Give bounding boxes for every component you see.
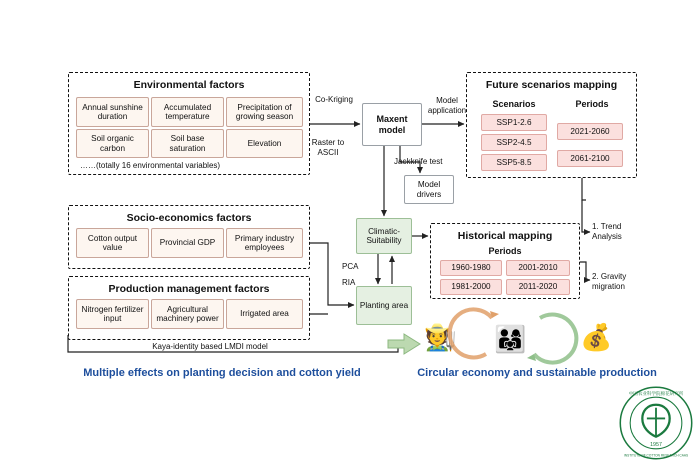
env-cell-precipitation[interactable]: Precipitation of growing season bbox=[226, 97, 303, 127]
caption-left: Multiple effects on planting decision and cotton yield bbox=[83, 367, 361, 379]
socio-cell-provincial-gdp[interactable]: Provincial GDP bbox=[151, 228, 224, 258]
label-raster-to-ascii: Raster to ASCII bbox=[311, 138, 345, 157]
socio-cell-cotton-output-value[interactable]: Cotton output value bbox=[76, 228, 149, 258]
label-gravity-migration: 2. Gravity migration bbox=[592, 272, 627, 291]
label-model-application: Model application bbox=[427, 96, 467, 115]
historical-period-2001-2010[interactable]: 2001-2010 bbox=[506, 260, 570, 276]
env-cell-accumulated-temperature[interactable]: Accumulated temperature bbox=[151, 97, 224, 127]
node-climatic-suitability[interactable]: Climatic-Suitability bbox=[356, 218, 412, 254]
label-kaya-identity-lmdi: Kaya-identity based LMDI model bbox=[152, 342, 268, 351]
historical-period-1981-2000[interactable]: 1981-2000 bbox=[440, 279, 502, 295]
future-col-header-periods: Periods bbox=[575, 99, 609, 109]
future-scenario-ssp1[interactable]: SSP1-2.6 bbox=[481, 114, 547, 131]
node-model-drivers[interactable]: Model drivers bbox=[404, 175, 454, 204]
farmer-icon: 🧑‍🌾 bbox=[424, 322, 457, 352]
group-environmental-title: Environmental factors bbox=[133, 79, 245, 91]
label-co-kriging: Co-Kriging bbox=[315, 95, 353, 104]
node-maxent-model[interactable]: Maxent model bbox=[362, 103, 422, 146]
future-period-2021-2060[interactable]: 2021-2060 bbox=[557, 123, 623, 140]
future-scenario-ssp2[interactable]: SSP2-4.5 bbox=[481, 134, 547, 151]
node-planting-area[interactable]: Planting area bbox=[356, 286, 412, 325]
future-scenario-ssp5[interactable]: SSP5-8.5 bbox=[481, 154, 547, 171]
group-future-title: Future scenarios mapping bbox=[485, 79, 618, 91]
group-production-title: Production management factors bbox=[108, 283, 270, 295]
group-historical-title: Historical mapping bbox=[457, 230, 553, 242]
historical-period-1960-1980[interactable]: 1960-1980 bbox=[440, 260, 502, 276]
env-cell-soil-organic-carbon[interactable]: Soil organic carbon bbox=[76, 129, 149, 158]
logo-ring-text-en: INSTITUTE OF COTTON RESEARCH CAAS bbox=[623, 453, 689, 458]
socio-cell-primary-industry-employees[interactable]: Primary industry employees bbox=[226, 228, 303, 258]
env-cell-soil-base-saturation[interactable]: Soil base saturation bbox=[151, 129, 224, 158]
future-col-header-scenarios: Scenarios bbox=[492, 99, 536, 109]
logo-year: 1957 bbox=[650, 441, 662, 448]
env-cell-annual-sunshine[interactable]: Annual sunshine duration bbox=[76, 97, 149, 127]
historical-col-header-periods: Periods bbox=[488, 246, 522, 256]
money-bag-icon: 💰 bbox=[580, 322, 613, 352]
label-jackknife-test: Jackknife test bbox=[394, 157, 443, 166]
env-footnote: ……(totally 16 environmental variables) bbox=[80, 161, 221, 170]
prod-cell-agricultural-machinery-power[interactable]: Agricultural machinery power bbox=[151, 299, 224, 329]
label-ria: RIA bbox=[342, 278, 356, 287]
institute-logo bbox=[618, 385, 694, 461]
future-period-2061-2100[interactable]: 2061-2100 bbox=[557, 150, 623, 167]
label-trend-analysis: 1. Trend Analysis bbox=[592, 222, 622, 241]
people-group-icon: 👨‍👩‍👧 bbox=[494, 324, 527, 354]
env-cell-elevation[interactable]: Elevation bbox=[226, 129, 303, 158]
prod-cell-nitrogen-fertilizer-input[interactable]: Nitrogen fertilizer input bbox=[76, 299, 149, 329]
group-socio-title: Socio-economics factors bbox=[126, 212, 252, 224]
historical-period-2011-2020[interactable]: 2011-2020 bbox=[506, 279, 570, 295]
caption-right: Circular economy and sustainable production bbox=[417, 367, 657, 379]
logo-ring-text-cn: 中国农业科学院棉花研究所 bbox=[628, 390, 684, 396]
label-pca: PCA bbox=[342, 262, 359, 271]
prod-cell-irrigated-area[interactable]: Irrigated area bbox=[226, 299, 303, 329]
